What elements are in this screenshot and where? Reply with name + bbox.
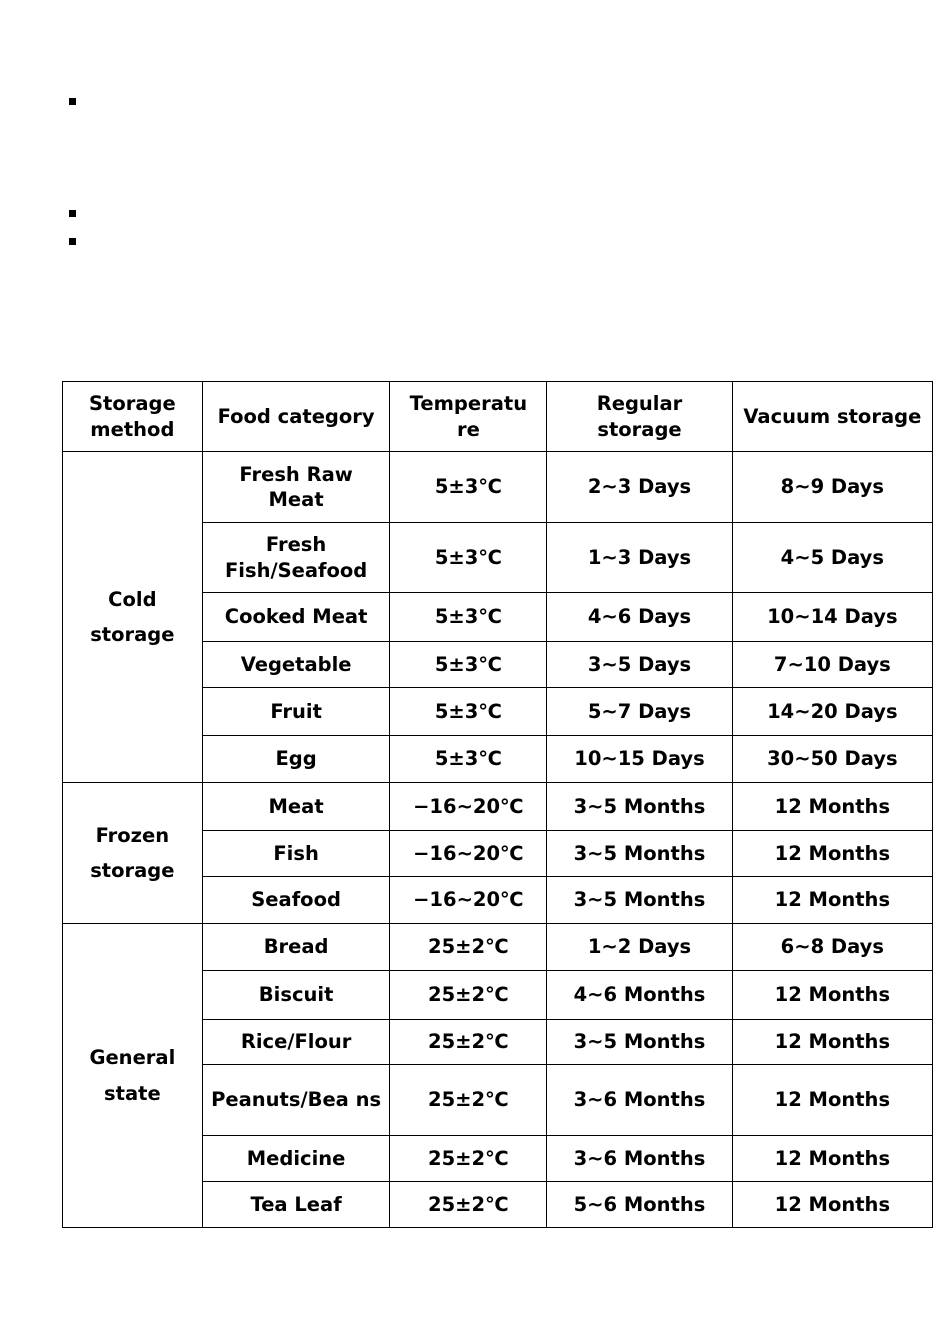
vacuum-cell: 12 Months [732,783,932,831]
regular-cell: 10~15 Days [547,736,732,783]
header-regular-storage: Regular storage [547,382,732,452]
regular-cell: 1~2 Days [547,924,732,971]
vacuum-cell: 10~14 Days [732,593,932,642]
regular-cell: 2~3 Days [547,452,732,523]
vacuum-cell: 7~10 Days [732,642,932,688]
vacuum-cell: 12 Months [732,831,932,877]
header-food-category: Food category [202,382,390,452]
regular-cell: 3~5 Months [547,783,732,831]
temp-cell: −16~20℃ [390,783,547,831]
food-cell: Fresh Fish/Seafood [202,523,390,593]
food-cell: Fresh Raw Meat [202,452,390,523]
temp-cell: 5±3℃ [390,688,547,736]
group-label: Frozen storage [63,783,203,924]
food-cell: Biscuit [202,971,390,1020]
table-header-row [63,382,933,452]
temp-cell: 25±2℃ [390,971,547,1020]
food-cell: Fish [202,831,390,877]
vacuum-cell: 12 Months [732,1065,932,1136]
group-label: General state [63,924,203,1228]
regular-cell: 3~6 Months [547,1136,732,1182]
temp-cell: −16~20℃ [390,877,547,924]
regular-cell: 3~5 Months [547,877,732,924]
header-storage-method: Storage method [63,382,203,452]
header-vacuum-storage: Vacuum storage [732,382,932,452]
regular-cell: 5~6 Months [547,1182,732,1228]
regular-cell: 3~5 Months [547,831,732,877]
food-cell: Medicine [202,1136,390,1182]
temp-cell: 25±2℃ [390,1136,547,1182]
vacuum-cell: 12 Months [732,971,932,1020]
table-row [63,452,933,523]
group-label: Cold storage [63,452,203,783]
regular-cell: 3~6 Months [547,1065,732,1136]
food-cell: Egg [202,736,390,783]
vacuum-cell: 12 Months [732,877,932,924]
bullet-marker [69,98,76,105]
food-cell: Vegetable [202,642,390,688]
vacuum-cell: 8~9 Days [732,452,932,523]
temp-cell: 25±2℃ [390,1020,547,1065]
storage-table [62,381,933,1228]
regular-cell: 4~6 Months [547,971,732,1020]
vacuum-cell: 30~50 Days [732,736,932,783]
regular-cell: 3~5 Days [547,642,732,688]
bullet-marker [69,238,76,245]
table-row [63,783,933,831]
regular-cell: 1~3 Days [547,523,732,593]
food-cell: Peanuts/Bea ns [202,1065,390,1136]
food-cell: Meat [202,783,390,831]
food-cell: Tea Leaf [202,1182,390,1228]
food-cell: Bread [202,924,390,971]
vacuum-cell: 6~8 Days [732,924,932,971]
vacuum-cell: 4~5 Days [732,523,932,593]
temp-cell: 25±2℃ [390,1065,547,1136]
regular-cell: 5~7 Days [547,688,732,736]
header-temperature: Temperatu re [390,382,547,452]
food-cell: Fruit [202,688,390,736]
regular-cell: 4~6 Days [547,593,732,642]
temp-cell: −16~20℃ [390,831,547,877]
regular-cell: 3~5 Months [547,1020,732,1065]
vacuum-cell: 14~20 Days [732,688,932,736]
food-cell: Cooked Meat [202,593,390,642]
temp-cell: 5±3℃ [390,523,547,593]
temp-cell: 5±3℃ [390,642,547,688]
temp-cell: 5±3℃ [390,593,547,642]
temp-cell: 25±2℃ [390,1182,547,1228]
food-cell: Seafood [202,877,390,924]
temp-cell: 5±3℃ [390,452,547,523]
vacuum-cell: 12 Months [732,1182,932,1228]
temp-cell: 25±2℃ [390,924,547,971]
vacuum-cell: 12 Months [732,1020,932,1065]
table-row [63,924,933,971]
bullet-marker [69,210,76,217]
temp-cell: 5±3℃ [390,736,547,783]
vacuum-cell: 12 Months [732,1136,932,1182]
food-cell: Rice/Flour [202,1020,390,1065]
